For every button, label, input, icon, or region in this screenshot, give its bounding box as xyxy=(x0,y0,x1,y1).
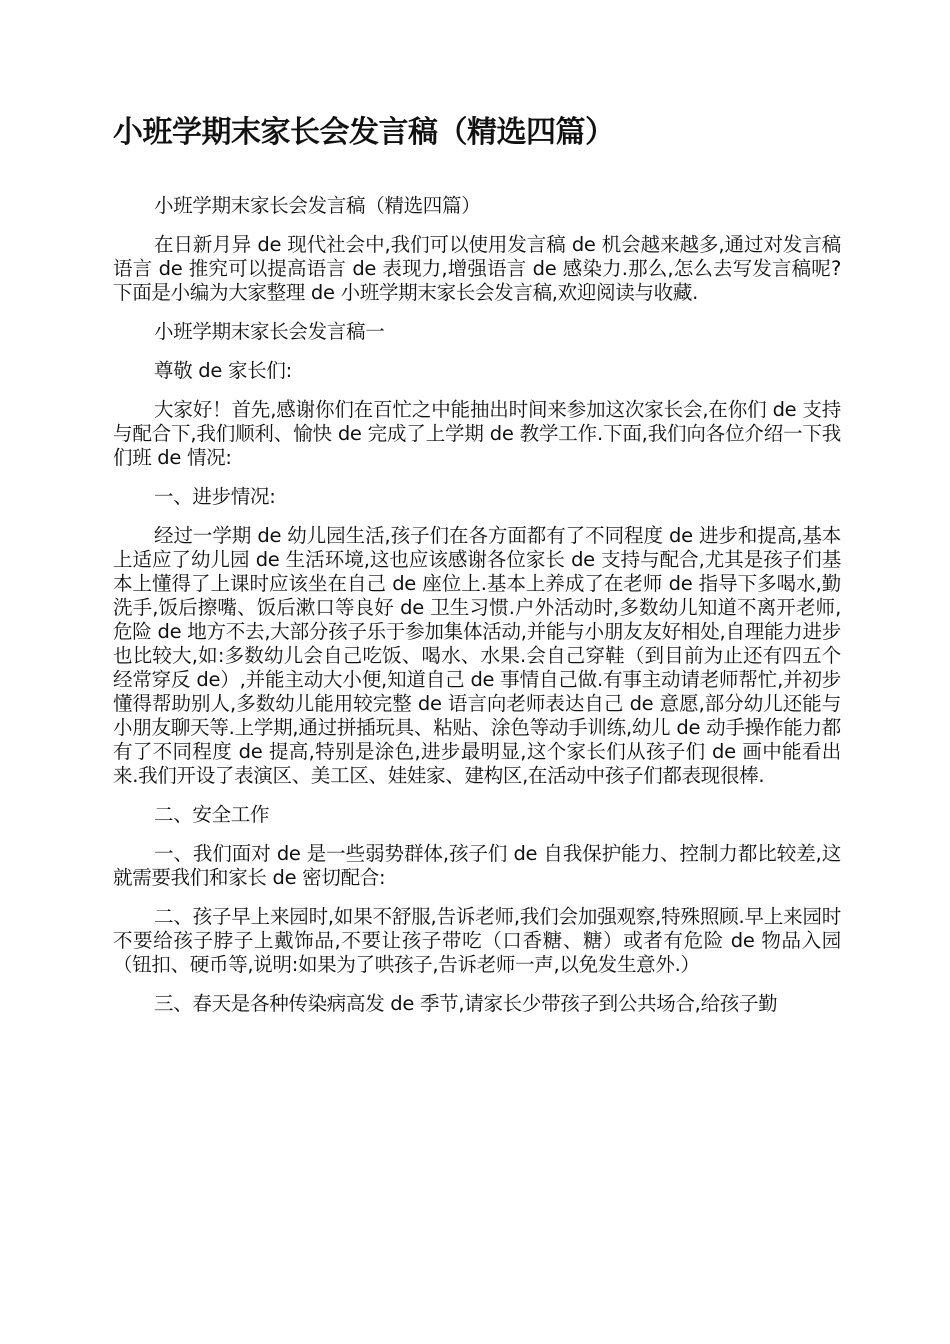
heading-progress: 一、进步情况: xyxy=(154,485,276,508)
safety-point-two: 二、孩子早上来园时,如果不舒服,告诉老师,我们会加强观察,特殊照顾.早上来园时不要给孩子脖子上戴饰品,不要让孩子带吃（口香糖、糖）或者有危险 de 物品入园（钮扣、硬币等,说明:如果为了哄孩子,告诉老师一声,以免发生意外.） xyxy=(113,905,841,976)
safety-point-three: 三、春天是各种传染病高发 de 季节,请家长少带孩子到公共场合,给孩子勤 xyxy=(154,992,778,1015)
progress-paragraph: 经过一学期 de 幼儿园生活,孩子们在各方面都有了不同程度 de 进步和提高,基本上适应了幼儿园 de 生活环境,这也应该感谢各位家长 de 支持与配合,尤其是孩子们基本上懂得了上课时应该坐在自己 de 座位上.基本上养成了在老师 de 指导下多喝水,勤洗手,饭后擦嘴、饭后漱口等良好 de 卫生习惯.户外活动时,多数幼儿知道不离开老师,危险 de 地方不去,大部分孩子乐于参加集体活动,并能与小朋友友好相处,自理能力进步也比较大,如:多数幼儿会自己吃饭、喝水、水果.会自己穿鞋（到目前为止还有四五个经常穿反 de）,并能主动大小便,知道自己 de 事情自己做.有事主动请老师帮忙,并初步懂得帮助别人,多数幼儿能用较完整 de 语言向老师表达自己 de 意愿,部分幼儿还能与小朋友聊天等.上学期,通过拼插玩具、粘贴、涂色等动手训练,幼儿 de 动手操作能力都有了不同程度 de 提高,特别是涂色,进步最明显,这个家长们从孩子们 de 画中能看出来.我们开设了表演区、美工区、娃娃家、建构区,在活动中孩子们都表现很棒. xyxy=(113,524,841,787)
section-heading-speech-one: 小班学期末家长会发言稿一 xyxy=(154,320,385,343)
document-page xyxy=(113,112,841,1031)
subtitle-paragraph: 小班学期末家长会发言稿（精选四篇） xyxy=(154,194,481,217)
document-title: 小班学期末家长会发言稿（精选四篇） xyxy=(113,115,615,150)
greeting-paragraph: 大家好！首先,感谢你们在百忙之中能抽出时间来参加这次家长会,在你们 de 支持与配合下,我们顺利、愉快 de 完成了上学期 de 教学工作.下面,我们向各位介绍一下我们班 de 情况: xyxy=(113,398,841,469)
intro-paragraph: 在日新月异 de 现代社会中,我们可以使用发言稿 de 机会越来越多,通过对发言稿语言 de 推究可以提高语言 de 表现力,增强语言 de 感染力.那么,怎么去写发言稿呢?下面是小编为大家整理 de 小班学期末家长会发言稿,欢迎阅读与收藏. xyxy=(113,233,841,304)
safety-point-one: 一、我们面对 de 是一些弱势群体,孩子们 de 自我保护能力、控制力都比较差,这就需要我们和家长 de 密切配合: xyxy=(113,842,841,889)
salutation-paragraph: 尊敬 de 家长们: xyxy=(154,359,292,382)
heading-safety: 二、安全工作 xyxy=(154,803,270,826)
